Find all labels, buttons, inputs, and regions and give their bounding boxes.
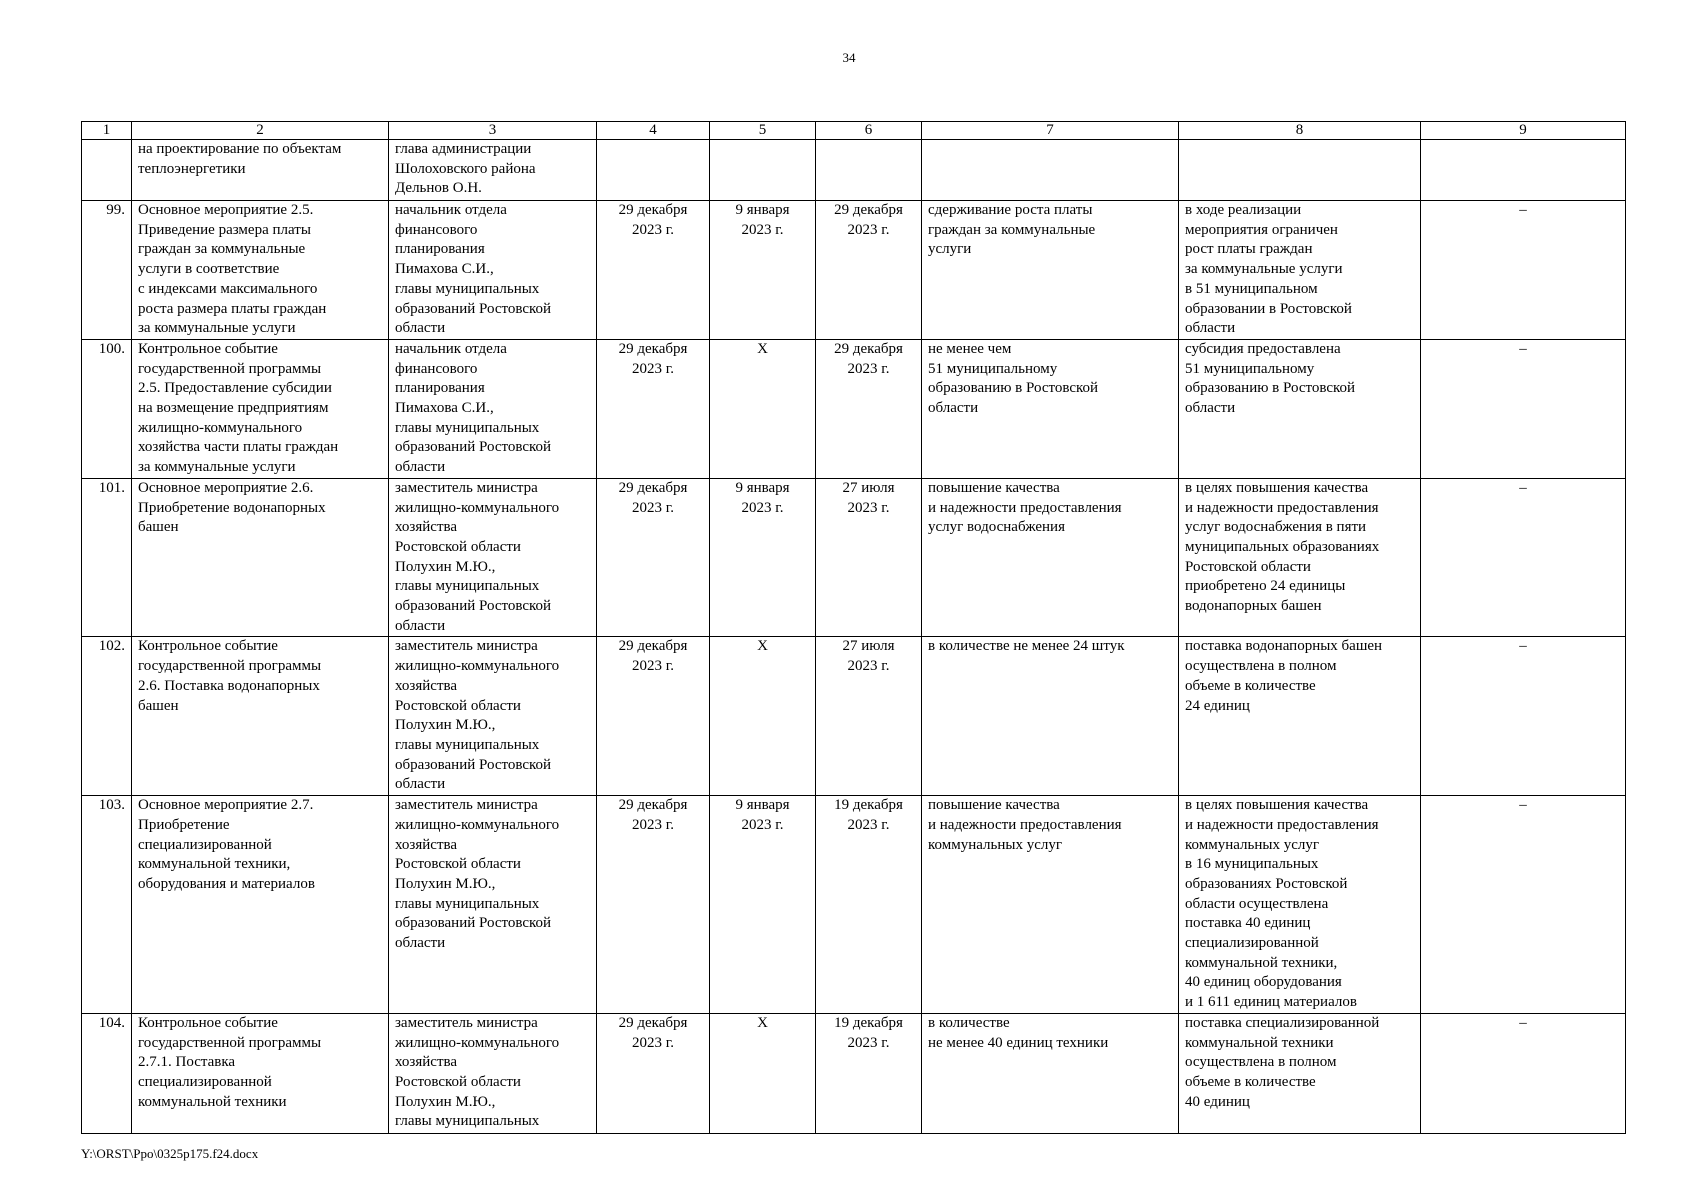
event-name: Основное мероприятие 2.5. Приведение размера платы граждан за коммунальные услуги в соответствие с индексами максимального роста размера платы граждан за коммунальные услуги (132, 201, 389, 340)
planned-result: сдерживание роста платы граждан за коммунальные услуги (922, 201, 1179, 340)
note: – (1421, 201, 1626, 340)
table-row (82, 140, 1626, 201)
planned-result: повышение качества и надежности предоставления услуг водоснабжения (922, 478, 1179, 637)
actual-end-date: 19 декабря 2023 г. (816, 1013, 922, 1133)
page-number: 34 (842, 50, 856, 65)
table-row (82, 339, 1626, 478)
actual-result: в ходе реализации мероприятия ограничен рост платы граждан за коммунальные услуги в 51 муниципальном образовании в Ростовской области (1179, 201, 1421, 340)
responsible-person: заместитель министра жилищно-коммунального хозяйства Ростовской области Полухин М.Ю., главы муниципальных (389, 1013, 597, 1133)
actual-result: поставка водонапорных башен осуществлена в полном объеме в количестве 24 единиц (1179, 637, 1421, 796)
responsible-person: заместитель министра жилищно-коммунального хозяйства Ростовской области Полухин М.Ю., главы муниципальных образований Ростовской области (389, 478, 597, 637)
table-row (82, 1013, 1626, 1133)
actual-result (1179, 140, 1421, 201)
actual-result: поставка специализированной коммунальной техники осуществлена в полном объеме в количестве 40 единиц (1179, 1013, 1421, 1133)
row-number: 101. (82, 478, 132, 637)
start-date: 29 декабря 2023 г. (597, 796, 710, 1014)
start-date: 29 декабря 2023 г. (597, 339, 710, 478)
table-row (82, 201, 1626, 340)
actual-end-date: 29 декабря 2023 г. (816, 339, 922, 478)
responsible-person: начальник отдела финансового планирования Пимахова С.И., главы муниципальных образований Ростовской области (389, 339, 597, 478)
planned-end-date: 9 января 2023 г. (710, 478, 816, 637)
start-date: 29 декабря 2023 г. (597, 637, 710, 796)
event-name: Основное мероприятие 2.6. Приобретение водонапорных башен (132, 478, 389, 637)
event-name: Контрольное событие государственной программы 2.5. Предоставление субсидии на возмещение предприятиям жилищно-коммунального хозяйства части платы граждан за коммунальные услуги (132, 339, 389, 478)
planned-end-date (710, 140, 816, 201)
actual-end-date: 27 июля 2023 г. (816, 478, 922, 637)
event-name: Контрольное событие государственной программы 2.7.1. Поставка специализированной коммунальной техники (132, 1013, 389, 1133)
actual-result: в целях повышения качества и надежности предоставления услуг водоснабжения в пяти муниципальных образованиях Ростовской области приобретено 24 единицы водонапорных башен (1179, 478, 1421, 637)
note: – (1421, 796, 1626, 1014)
planned-end-date: Х (710, 1013, 816, 1133)
column-header: 3 (389, 122, 597, 140)
row-number: 104. (82, 1013, 132, 1133)
actual-result: в целях повышения качества и надежности предоставления коммунальных услуг в 16 муниципальных образованиях Ростовской области осуществлена поставка 40 единиц специализированной коммунальной техники, 40 единиц оборудования и 1 611 единиц материалов (1179, 796, 1421, 1014)
planned-end-date: Х (710, 637, 816, 796)
planned-end-date: Х (710, 339, 816, 478)
actual-result: субсидия предоставлена 51 муниципальному образованию в Ростовской области (1179, 339, 1421, 478)
planned-result: повышение качества и надежности предоставления коммунальных услуг (922, 796, 1179, 1014)
planned-result: в количестве не менее 24 штук (922, 637, 1179, 796)
actual-end-date (816, 140, 922, 201)
event-name: Основное мероприятие 2.7. Приобретение специализированной коммунальной техники, оборудования и материалов (132, 796, 389, 1014)
row-number: 100. (82, 339, 132, 478)
column-number-row (82, 122, 1626, 140)
planned-result: в количестве не менее 40 единиц техники (922, 1013, 1179, 1133)
note (1421, 140, 1626, 201)
start-date: 29 декабря 2023 г. (597, 478, 710, 637)
column-header: 8 (1179, 122, 1421, 140)
responsible-person: заместитель министра жилищно-коммунального хозяйства Ростовской области Полухин М.Ю., главы муниципальных образований Ростовской области (389, 637, 597, 796)
actual-end-date: 27 июля 2023 г. (816, 637, 922, 796)
planned-end-date: 9 января 2023 г. (710, 796, 816, 1014)
note: – (1421, 1013, 1626, 1133)
start-date (597, 140, 710, 201)
report-table (81, 121, 1626, 1134)
column-header: 5 (710, 122, 816, 140)
file-path-footer: Y:\ORST\Ppo\0325p175.f24.docx (81, 1146, 259, 1161)
actual-end-date: 19 декабря 2023 г. (816, 796, 922, 1014)
actual-end-date: 29 декабря 2023 г. (816, 201, 922, 340)
column-header: 6 (816, 122, 922, 140)
planned-result (922, 140, 1179, 201)
row-number: 103. (82, 796, 132, 1014)
planned-end-date: 9 января 2023 г. (710, 201, 816, 340)
row-number: 99. (82, 201, 132, 340)
responsible-person: заместитель министра жилищно-коммунального хозяйства Ростовской области Полухин М.Ю., главы муниципальных образований Ростовской области (389, 796, 597, 1014)
note: – (1421, 637, 1626, 796)
start-date: 29 декабря 2023 г. (597, 201, 710, 340)
event-name: Контрольное событие государственной программы 2.6. Поставка водонапорных башен (132, 637, 389, 796)
note: – (1421, 339, 1626, 478)
table-row (82, 637, 1626, 796)
responsible-person: глава администрации Шолоховского района Дельнов О.Н. (389, 140, 597, 201)
column-header: 9 (1421, 122, 1626, 140)
note: – (1421, 478, 1626, 637)
column-header: 1 (82, 122, 132, 140)
start-date: 29 декабря 2023 г. (597, 1013, 710, 1133)
responsible-person: начальник отдела финансового планирования Пимахова С.И., главы муниципальных образований Ростовской области (389, 201, 597, 340)
planned-result: не менее чем 51 муниципальному образованию в Ростовской области (922, 339, 1179, 478)
column-header: 7 (922, 122, 1179, 140)
table-row (82, 478, 1626, 637)
column-header: 4 (597, 122, 710, 140)
column-header: 2 (132, 122, 389, 140)
table-row (82, 796, 1626, 1014)
row-number (82, 140, 132, 201)
row-number: 102. (82, 637, 132, 796)
event-name: на проектирование по объектам теплоэнергетики (132, 140, 389, 201)
